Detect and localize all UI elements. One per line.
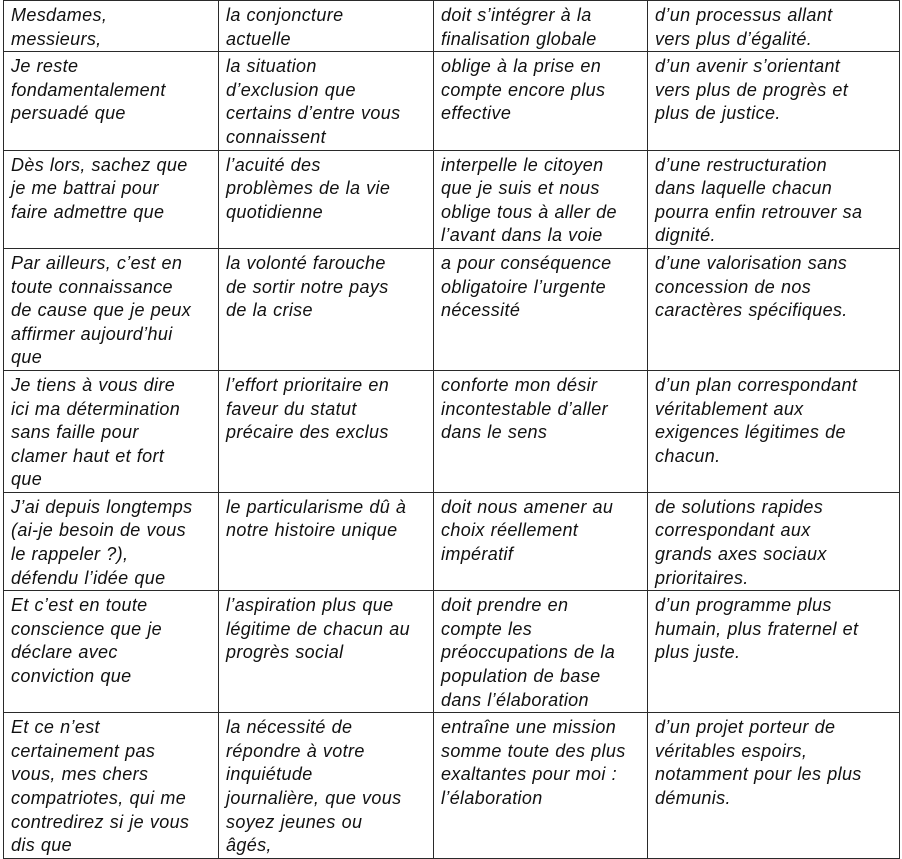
cell-text-line: précaire des exclus xyxy=(226,422,389,443)
speech-phrase-table xyxy=(3,0,900,859)
cell-text-line: certains d’entre vous xyxy=(226,103,401,124)
cell-text-line: de sortir notre pays xyxy=(226,276,389,297)
cell-text-line: nécessité xyxy=(441,300,521,321)
table-cell xyxy=(434,370,648,492)
cell-text-line: dans le sens xyxy=(441,422,548,443)
cell-text-line: que je suis et nous xyxy=(441,178,600,199)
cell-text-line: Mesdames, xyxy=(11,5,108,25)
cell-text-line: Et c’est en toute xyxy=(11,595,148,616)
cell-text-line: Par ailleurs, c’est en xyxy=(11,252,183,273)
cell-text-line: l’aspiration plus que xyxy=(226,595,394,616)
cell-text-line: de cause que je peux xyxy=(11,300,192,321)
cell-text-line: ici ma détermination xyxy=(11,398,181,419)
table-cell xyxy=(219,591,434,713)
cell-text-line: correspondant aux xyxy=(655,520,811,541)
cell-text-line: conscience que je xyxy=(11,618,163,639)
cell-text-line: incontestable d’aller xyxy=(441,398,608,419)
cell-text-line: le rappeler ?), xyxy=(11,544,129,565)
cell-text-line: dis que xyxy=(11,835,72,856)
cell-text-line: d’une valorisation sans xyxy=(655,252,848,273)
cell-text-line: actuelle xyxy=(226,28,291,49)
table-cell xyxy=(4,150,219,248)
cell-text-line: notamment pour les plus xyxy=(655,764,862,785)
table-cell xyxy=(648,591,900,713)
cell-text-line: oblige à la prise en xyxy=(441,56,602,77)
cell-text-line: d’une restructuration xyxy=(655,154,827,175)
cell-text-line: doit prendre en xyxy=(441,595,569,616)
cell-text-line: effective xyxy=(441,103,512,124)
table-cell xyxy=(434,150,648,248)
table-cell xyxy=(219,1,434,52)
cell-text-line: choix réellement xyxy=(441,520,579,541)
cell-text-line: conforte mon désir xyxy=(441,374,598,395)
cell-text-line: d’un projet porteur de xyxy=(655,717,836,738)
table-row xyxy=(4,591,900,713)
cell-text-line: véritablement aux xyxy=(655,398,804,419)
cell-text-line: inquiétude xyxy=(226,764,313,785)
table-cell xyxy=(4,1,219,52)
cell-text-line: population de base xyxy=(441,666,601,687)
table-cell xyxy=(434,52,648,150)
table-cell xyxy=(648,150,900,248)
table-cell xyxy=(4,713,219,859)
cell-text-line: l’effort prioritaire en xyxy=(226,374,390,395)
cell-text-line: pourra enfin retrouver sa xyxy=(655,201,863,222)
cell-text-line: la conjoncture xyxy=(226,5,344,25)
cell-text-line: déclare avec xyxy=(11,642,118,663)
table-row xyxy=(4,370,900,492)
table-cell xyxy=(219,52,434,150)
cell-text-line: prioritaires. xyxy=(655,567,749,588)
cell-text-line: que xyxy=(11,469,43,490)
cell-text-line: finalisation globale xyxy=(441,28,597,49)
cell-text-line: caractères spécifiques. xyxy=(655,300,848,321)
table-cell xyxy=(219,492,434,590)
cell-text-line: démunis. xyxy=(655,788,731,808)
table-row xyxy=(4,248,900,370)
cell-text-line: l’avant dans la voie xyxy=(441,225,603,246)
cell-text-line: Et ce n’est xyxy=(11,717,100,738)
cell-text-line: exaltantes pour moi : xyxy=(441,764,617,785)
table-row xyxy=(4,713,900,859)
cell-text-line: Je reste xyxy=(11,56,79,77)
cell-text-line: que xyxy=(11,347,43,368)
cell-text-line: la nécessité de xyxy=(226,717,353,738)
cell-text-line: journalière, que vous xyxy=(226,788,402,808)
cell-text-line: persuadé que xyxy=(11,103,126,124)
cell-text-line: compte encore plus xyxy=(441,79,606,100)
cell-text-line: clamer haut et fort xyxy=(11,445,165,466)
cell-text-line: obligatoire l’urgente xyxy=(441,276,606,297)
cell-text-line: J’ai depuis longtemps xyxy=(11,496,193,517)
cell-text-line: compatriotes, qui me xyxy=(11,788,187,808)
cell-text-line: vous, mes chers xyxy=(11,764,149,785)
table-row xyxy=(4,1,900,52)
cell-text-line: exigences légitimes de xyxy=(655,422,846,443)
table-cell xyxy=(219,713,434,859)
cell-text-line: d’un avenir s’orientant xyxy=(655,56,841,77)
table-cell xyxy=(4,492,219,590)
cell-text-line: faveur du statut xyxy=(226,398,357,419)
table-cell xyxy=(434,492,648,590)
cell-text-line: doit s’intégrer à la xyxy=(441,5,592,25)
table-cell xyxy=(648,713,900,859)
table-cell xyxy=(4,591,219,713)
cell-text-line: légitime de chacun au xyxy=(226,618,410,639)
cell-text-line: plus juste. xyxy=(655,642,741,663)
cell-text-line: oblige tous à aller de xyxy=(441,201,617,222)
cell-text-line: vers plus d’égalité. xyxy=(655,28,813,49)
cell-text-line: l’élaboration xyxy=(441,788,543,808)
cell-text-line: conviction que xyxy=(11,666,132,687)
table-cell xyxy=(434,591,648,713)
cell-text-line: plus de justice. xyxy=(655,103,781,124)
cell-text-line: sans faille pour xyxy=(11,422,139,443)
cell-text-line: préoccupations de la xyxy=(441,642,616,663)
cell-text-line: dignité. xyxy=(655,225,716,246)
cell-text-line: l’acuité des xyxy=(226,154,321,175)
cell-text-line: impératif xyxy=(441,544,514,565)
cell-text-line: répondre à votre xyxy=(226,740,365,761)
cell-text-line: grands axes sociaux xyxy=(655,544,827,565)
cell-text-line: Dès lors, sachez que xyxy=(11,154,188,175)
cell-text-line: soyez jeunes ou xyxy=(226,811,363,832)
cell-text-line: vers plus de progrès et xyxy=(655,79,849,100)
cell-text-line: âgés, xyxy=(226,835,272,856)
cell-text-line: le particularisme dû à xyxy=(226,496,407,517)
table-cell xyxy=(648,1,900,52)
cell-text-line: contredirez si je vous xyxy=(11,811,190,832)
cell-text-line: problèmes de la vie xyxy=(226,178,391,199)
cell-text-line: faire admettre que xyxy=(11,201,165,222)
table-cell xyxy=(219,248,434,370)
cell-text-line: d’un processus allant xyxy=(655,5,833,25)
table-cell xyxy=(434,713,648,859)
cell-text-line: quotidienne xyxy=(226,201,323,222)
cell-text-line: a pour conséquence xyxy=(441,252,612,273)
table-cell xyxy=(434,248,648,370)
cell-text-line: je me battrai pour xyxy=(11,178,159,199)
cell-text-line: défendu l’idée que xyxy=(11,567,166,588)
cell-text-line: la volonté farouche xyxy=(226,252,386,273)
cell-text-line: véritables espoirs, xyxy=(655,740,808,761)
table-cell xyxy=(4,370,219,492)
table-cell xyxy=(648,52,900,150)
cell-text-line: doit nous amener au xyxy=(441,496,614,517)
table-cell xyxy=(4,248,219,370)
cell-text-line: chacun. xyxy=(655,445,721,466)
table-row xyxy=(4,150,900,248)
cell-text-line: somme toute des plus xyxy=(441,740,626,761)
document-page xyxy=(3,0,899,856)
table-cell xyxy=(648,248,900,370)
table-cell xyxy=(648,492,900,590)
cell-text-line: (ai-je besoin de vous xyxy=(11,520,186,541)
cell-text-line: concession de nos xyxy=(655,276,812,297)
cell-text-line: progrès social xyxy=(226,642,344,663)
cell-text-line: affirmer aujourd’hui xyxy=(11,323,173,344)
cell-text-line: de solutions rapides xyxy=(655,496,824,517)
cell-text-line: connaissent xyxy=(226,126,326,147)
cell-text-line: dans l’élaboration xyxy=(441,689,589,710)
cell-text-line: d’un plan correspondant xyxy=(655,374,858,395)
cell-text-line: humain, plus fraternel et xyxy=(655,618,859,639)
table-cell xyxy=(4,52,219,150)
cell-text-line: dans laquelle chacun xyxy=(655,178,833,199)
cell-text-line: Je tiens à vous dire xyxy=(11,374,176,395)
cell-text-line: d’un programme plus xyxy=(655,595,832,616)
cell-text-line: entraîne une mission xyxy=(441,717,617,738)
table-cell xyxy=(219,370,434,492)
cell-text-line: toute connaissance xyxy=(11,276,173,297)
cell-text-line: la situation xyxy=(226,56,317,77)
cell-text-line: fondamentalement xyxy=(11,79,166,100)
cell-text-line: notre histoire unique xyxy=(226,520,398,541)
cell-text-line: compte les xyxy=(441,618,533,639)
table-cell xyxy=(219,150,434,248)
cell-text-line: certainement pas xyxy=(11,740,156,761)
cell-text-line: de la crise xyxy=(226,300,313,321)
table-row xyxy=(4,52,900,150)
table-row xyxy=(4,492,900,590)
table-cell xyxy=(434,1,648,52)
cell-text-line: interpelle le citoyen xyxy=(441,154,604,175)
cell-text-line: d’exclusion que xyxy=(226,79,356,100)
table-cell xyxy=(648,370,900,492)
cell-text-line: messieurs, xyxy=(11,28,102,49)
